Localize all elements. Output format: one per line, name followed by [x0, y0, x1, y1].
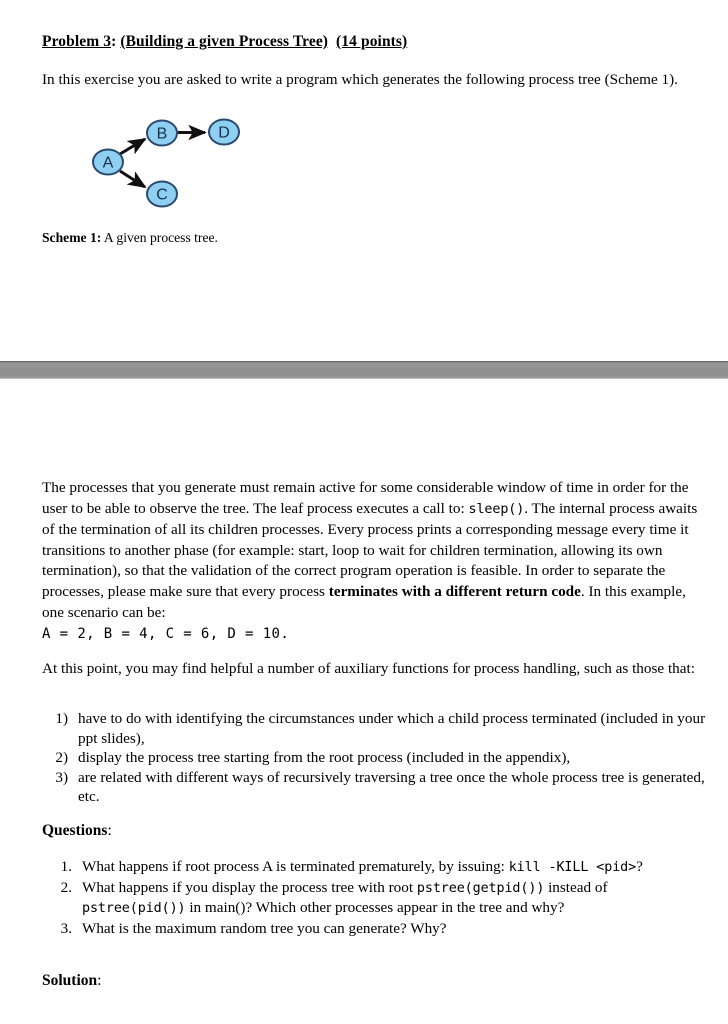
list-item-marker: 2) — [55, 749, 68, 767]
figure-caption-label: Scheme 1: — [42, 230, 102, 245]
list-item-text: display the process tree starting from the root process (included in the appendix), — [78, 749, 571, 767]
tree-node-a — [93, 150, 123, 175]
question-text: What is the maximum random tree you can generate? Why? — [82, 919, 447, 937]
q2-part2: instead of — [544, 878, 608, 896]
code-example-return-codes: A = 2, B = 4, C = 6, D = 10. — [42, 626, 290, 642]
tree-node-b-label: B — [156, 125, 168, 143]
list-item-marker: 1) — [55, 710, 68, 727]
question-marker: 2. — [60, 878, 72, 896]
tree-node-c — [147, 182, 177, 207]
question-marker: 1. — [60, 858, 72, 875]
body-paragraph-auxiliary: At this point, you may find helpful a number of auxiliary functions for process handling, such as those that: — [42, 660, 695, 677]
tree-node-b — [147, 121, 177, 146]
problem-title: (Building a given Process Tree) — [120, 33, 329, 50]
para1-part3: . In this example, one scenario can be: — [42, 582, 686, 621]
inline-code-pstree-pid: pstree(pid()) — [82, 901, 186, 917]
tree-node-d-label: D — [218, 124, 230, 142]
questions-heading — [42, 822, 112, 840]
intro-paragraph: In this exercise you are asked to write a program which generates the following process tree (Scheme 1). — [42, 71, 678, 88]
q1-part1: What happens if root process A is terminated prematurely, by issuing: — [82, 858, 509, 875]
list-item-text: have to do with identifying the circumstances under which a child process terminated (included in your ppt slides), — [78, 710, 706, 747]
questions-heading-colon: : — [107, 822, 112, 839]
para1-part1: The processes that you generate must remain active for some considerable window of time in order for the user to be able to observe the tree. The leaf process executes a call to: — [42, 479, 689, 517]
tree-node-a-label: A — [102, 154, 114, 172]
inline-code-sleep: sleep() — [468, 501, 525, 517]
problem-number: Problem 3 — [42, 33, 112, 50]
heading-colon: : — [111, 33, 121, 50]
figure-caption-text: A given process tree. — [101, 230, 218, 245]
questions-list — [42, 857, 707, 938]
body-paragraph-processes — [42, 478, 702, 623]
process-tree-diagram — [78, 108, 268, 213]
edge-a-to-c — [120, 171, 145, 187]
diagram-nodes — [93, 120, 239, 207]
list-item — [42, 709, 707, 748]
q2-part1: What happens if you display the process tree with root — [82, 878, 417, 896]
solution-heading — [42, 972, 101, 990]
tree-node-c-label: C — [156, 186, 168, 204]
heading-gap — [328, 33, 336, 50]
para1-part2: . The internal process awaits of the termination of all its children processes. Every process prints a corresponding message every time it transitions to another phase (for example: start, loop to wait for children termination, allowing its own termination), so that the validation of the correct program operation is feasible. In order to separate the processes, please make sure that every process — [42, 499, 698, 600]
page-title — [42, 33, 407, 51]
q1-part2: ? — [636, 858, 643, 875]
question-text — [82, 878, 707, 919]
list-item — [42, 878, 707, 919]
para1-bold-return-code: terminates with a different return code — [328, 582, 581, 600]
list-item-marker: 3) — [55, 768, 68, 786]
problem-points: (14 points) — [336, 33, 408, 50]
list-item — [42, 919, 707, 939]
inline-code-pstree-getpid: pstree(getpid()) — [416, 880, 545, 896]
auxiliary-functions-list — [42, 709, 707, 807]
inline-code-kill: kill -KILL <pid> — [508, 860, 637, 875]
question-text — [82, 857, 707, 878]
solution-heading-word: Solution — [42, 972, 98, 989]
list-item-text: are related with different ways of recursively traversing a tree once the whole process tree is generated, etc. — [78, 768, 705, 806]
page-separator-band — [0, 361, 728, 379]
question-marker: 3. — [60, 919, 72, 937]
tree-node-d — [209, 120, 239, 145]
list-item — [42, 768, 707, 807]
list-item — [42, 857, 707, 878]
figure-caption — [42, 229, 218, 246]
list-item — [42, 748, 707, 768]
questions-heading-word: Questions — [42, 822, 108, 839]
q2-part3: in main()? Which other processes appear in the tree and why? — [185, 899, 565, 917]
edge-a-to-b — [120, 139, 145, 154]
solution-heading-colon: : — [97, 972, 102, 989]
